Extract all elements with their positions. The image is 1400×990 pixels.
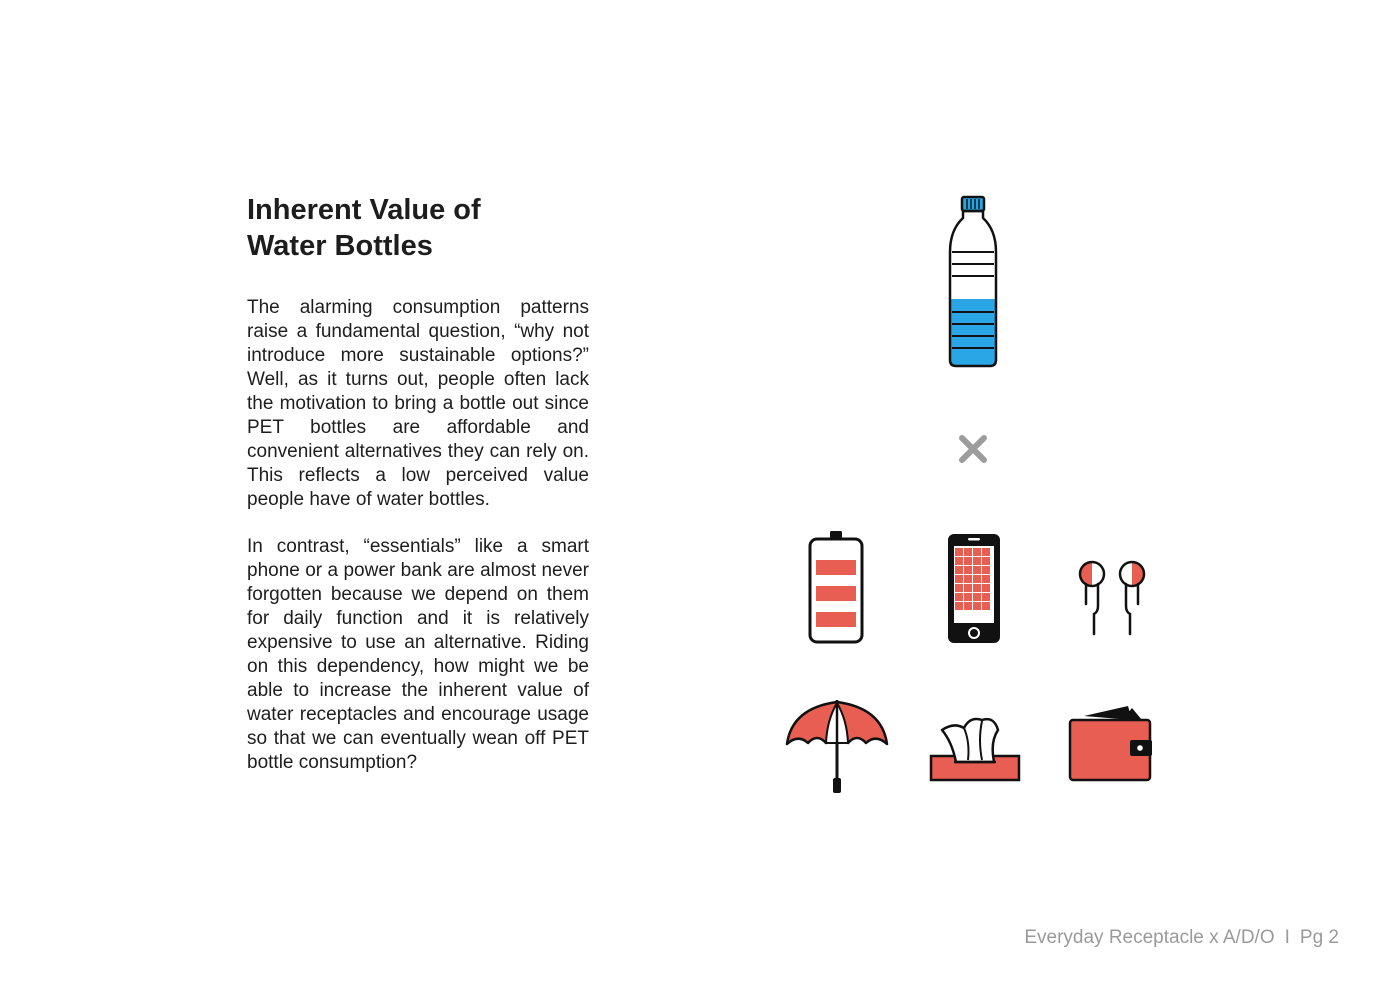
footer-page-number: Pg 2	[1299, 927, 1339, 948]
title-line-1: Inherent Value of	[247, 194, 481, 226]
body-paragraph-1: The alarming consumption patterns raise a fundamental question, “why not introduce more sustainable options?” Well, as it turns out, people often lack the motivation to bring a bottle out since PET bottles are affordable and convenient alternatives they can rely on. This reflects a low perceived value people have of water bottles.	[247, 297, 589, 510]
water-bottle-icon	[940, 194, 1006, 372]
footer-project-name: Everyday Receptacle x A/D/O	[1024, 927, 1275, 948]
earphones-icon	[1070, 556, 1154, 640]
title-line-2: Water Bottles	[247, 230, 433, 262]
wallet-icon	[1066, 702, 1158, 786]
smartphone-icon	[944, 531, 1004, 647]
cross-icon	[958, 434, 988, 464]
umbrella-icon	[784, 698, 890, 798]
tissue-box-icon	[928, 712, 1022, 784]
footer-separator: I	[1284, 927, 1290, 948]
page-footer	[1024, 927, 1339, 949]
battery-icon	[806, 528, 866, 646]
page-title	[247, 192, 607, 264]
body-paragraph-2: In contrast, “essentials” like a smart phone or a power bank are almost never forgotten because we depend on them for daily function and it is relatively expensive to use an alternative. Riding on this dependency, how might we be able to increase the inherent value of water receptacles and encourage usage so that we can eventually wean off PET bottle consumption?	[247, 536, 589, 773]
